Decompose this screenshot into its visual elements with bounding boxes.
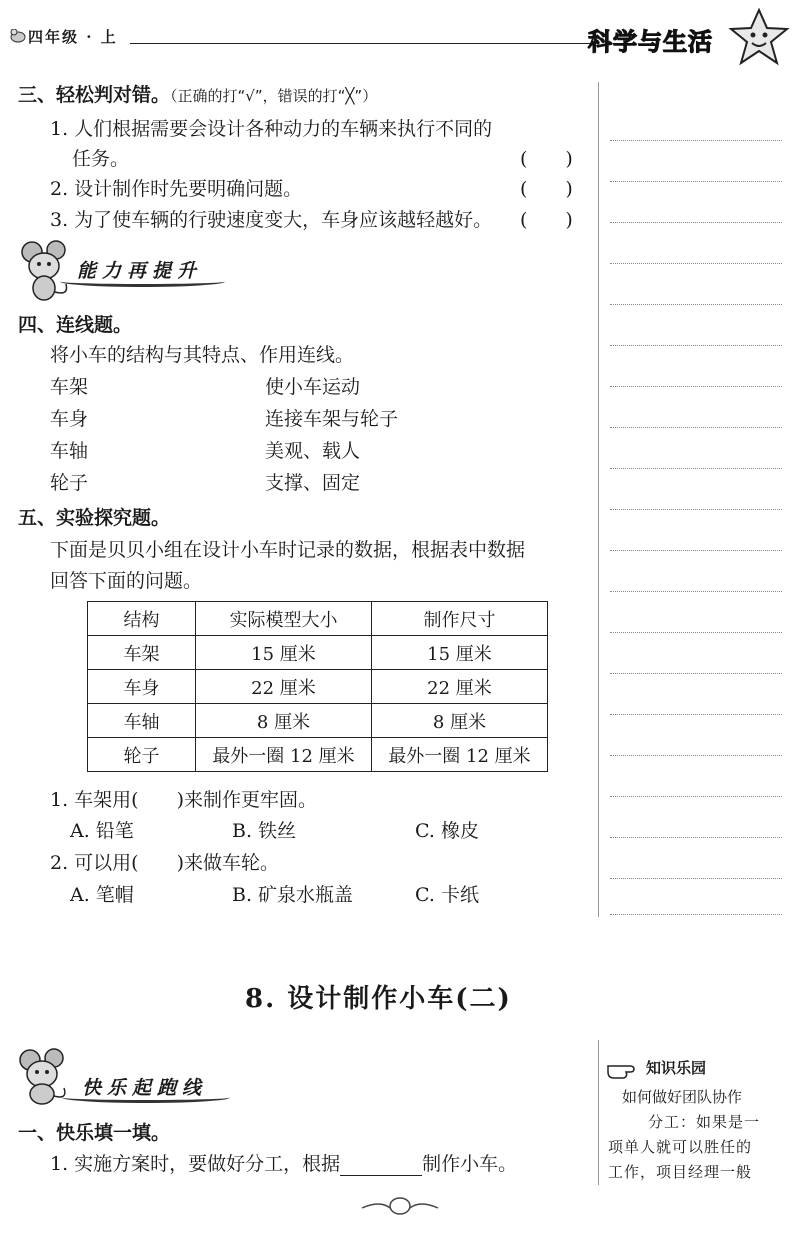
section1-q1-before: 1. 实施方案时，要做好分工，根据 [50, 1153, 341, 1175]
sidebar-box-title: 知识乐园 [646, 1059, 707, 1077]
table-cell: 22 厘米 [372, 670, 548, 704]
table-row [88, 636, 548, 670]
table-cell: 8 厘米 [196, 704, 372, 738]
match-right-2[interactable]: 连接车架与轮子 [265, 408, 399, 430]
banner1-swoosh [60, 276, 225, 287]
banner2-swoosh [62, 1092, 230, 1103]
match-left-2[interactable]: 车身 [50, 408, 89, 430]
answer-paren-2[interactable]: ( ) [520, 178, 573, 200]
section4-instruction: 将小车的结构与其特点、作用连线。 [50, 344, 355, 366]
table-header-cell: 实际模型大小 [196, 602, 372, 636]
section1-q1 [50, 1152, 517, 1176]
q1-option-a[interactable]: A. 铅笔 [70, 820, 134, 842]
banner2-title: 快乐起跑线 [82, 1077, 208, 1099]
q1-option-b[interactable]: B. 铁丝 [232, 820, 297, 842]
match-right-4[interactable]: 支撑、固定 [265, 472, 361, 494]
section5-title: 五、实验探究题。 [18, 507, 171, 529]
table-header-row [88, 602, 548, 636]
header-grade: 四年级 · 上 [28, 28, 118, 46]
table-cell: 8 厘米 [372, 704, 548, 738]
table-cell: 最外一圈 12 厘米 [372, 738, 548, 772]
answer-paren-1[interactable]: ( ) [520, 148, 573, 170]
match-left-3[interactable]: 车轴 [50, 440, 89, 462]
table-row [88, 704, 548, 738]
match-left-1[interactable]: 车架 [50, 376, 89, 398]
mouse-mascot-icon [14, 1048, 74, 1110]
chapter-title: 8. 设计制作小车(二) [245, 984, 512, 1014]
sidebar-line2: 项单人就可以胜任的 [608, 1138, 753, 1156]
table-cell: 车架 [88, 636, 196, 670]
table-cell: 22 厘米 [196, 670, 372, 704]
banner1-title: 能力再提升 [77, 260, 203, 282]
q1-option-c[interactable]: C. 橡皮 [415, 820, 479, 842]
table-cell: 15 厘米 [196, 636, 372, 670]
section3-title: 三、轻松判对错。（正确的打“√”，错误的打“╳”） [18, 84, 378, 106]
table-header-cell: 结构 [88, 602, 196, 636]
header-mascot-left [10, 28, 26, 42]
sidebar-heading: 如何做好团队协作 [622, 1088, 743, 1106]
table-row [88, 670, 548, 704]
table-cell: 最外一圈 12 厘米 [196, 738, 372, 772]
section3-q2: 2. 设计制作时先要明确问题。 [50, 178, 303, 200]
match-right-3[interactable]: 美观、载人 [265, 440, 361, 462]
table-cell: 车身 [88, 670, 196, 704]
header-rule [130, 43, 590, 44]
pointing-hand-icon [606, 1058, 646, 1084]
q2-option-c[interactable]: C. 卡纸 [415, 884, 479, 906]
section5-intro-line2: 回答下面的问题。 [50, 570, 203, 592]
q2-option-a[interactable]: A. 笔帽 [70, 884, 134, 906]
section3-q1-line1: 1. 人们根据需要会设计各种动力的车辆来执行不同的 [50, 118, 493, 140]
mouse-mascot-icon [14, 240, 74, 306]
section4-title: 四、连线题。 [18, 314, 133, 336]
table-cell: 车轴 [88, 704, 196, 738]
match-left-4[interactable]: 轮子 [50, 472, 89, 494]
sidebar-divider [598, 1040, 599, 1185]
data-table [87, 601, 548, 772]
table-cell: 轮子 [88, 738, 196, 772]
notes-divider [598, 82, 599, 917]
header-brand: 科学与生活 [588, 28, 713, 56]
sidebar-line3: 工作，项目经理一般 [608, 1163, 753, 1181]
table-header-cell: 制作尺寸 [372, 602, 548, 636]
match-right-1[interactable]: 使小车运动 [265, 376, 361, 398]
answer-paren-3[interactable]: ( ) [520, 209, 573, 231]
section3-q1-line2: 任务。 [72, 148, 130, 170]
section5-q2: 2. 可以用( )来做车轮。 [50, 852, 279, 874]
section1-title: 一、快乐填一填。 [18, 1122, 171, 1144]
section1-q1-after: 制作小车。 [422, 1153, 518, 1175]
sidebar-line1: 分工：如果是一 [648, 1113, 761, 1131]
section5-q1: 1. 车架用( )来制作更牢固。 [50, 789, 317, 811]
section3-q3: 3. 为了使车辆的行驶速度变大，车身应该越轻越好。 [50, 209, 493, 231]
star-mascot-icon [728, 8, 790, 70]
fill-blank[interactable] [340, 1157, 422, 1176]
section5-intro-line1: 下面是贝贝小组在设计小车时记录的数据，根据表中数据 [50, 539, 526, 561]
q2-option-b[interactable]: B. 矿泉水瓶盖 [232, 884, 354, 906]
table-cell: 15 厘米 [372, 636, 548, 670]
page-number-ornament [360, 1196, 440, 1220]
table-row [88, 738, 548, 772]
